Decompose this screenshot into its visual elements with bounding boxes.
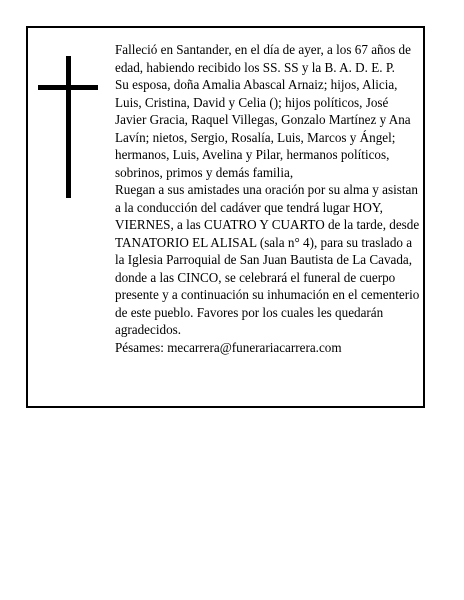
notice-text: [115, 41, 423, 356]
cross-vertical-bar: [66, 56, 71, 198]
cross-horizontal-bar: [38, 85, 98, 90]
death-announcement: Falleció en Santander, en el día de ayer, a los 67 años de edad, habiendo recibido los SS. SS y la B. A. D. E. P.: [115, 42, 411, 75]
condolences-contact: Pésames: mecarrera@funerariacarrera.com: [115, 339, 342, 355]
family-list: Su esposa, doña Amalia Abascal Arnaiz; hijos, Alicia, Luis, Cristina, David y Celia (); hijos políticos, José Javier Gracia, Raquel Villegas, Gonzalo Martínez y Ana Lavín; nietos, Sergio, Rosalía, Luis, Marcos y Ángel; hermanos, Luis, Avelina y Pilar, hermanos políticos, sobrinos, primos y demás familia,: [115, 77, 411, 180]
funeral-details: Ruegan a sus amistades una oración por su alma y asistan a la conducción del cadáver que tendrá lugar HOY, VIERNES, a las CUATRO Y CUARTO de la tarde, desde TANATORIO EL ALISAL (sala n° 4), para su traslado a la Iglesia Parroquial de San Juan Bautista de La Cavada, donde a las CINCO, se celebrará el funeral de cuerpo presente y a continuación su inhumación en el cementerio de este pueblo. Favores por los cuales les quedarán agradecidos.: [115, 182, 420, 337]
obituary-notice: [26, 26, 425, 408]
